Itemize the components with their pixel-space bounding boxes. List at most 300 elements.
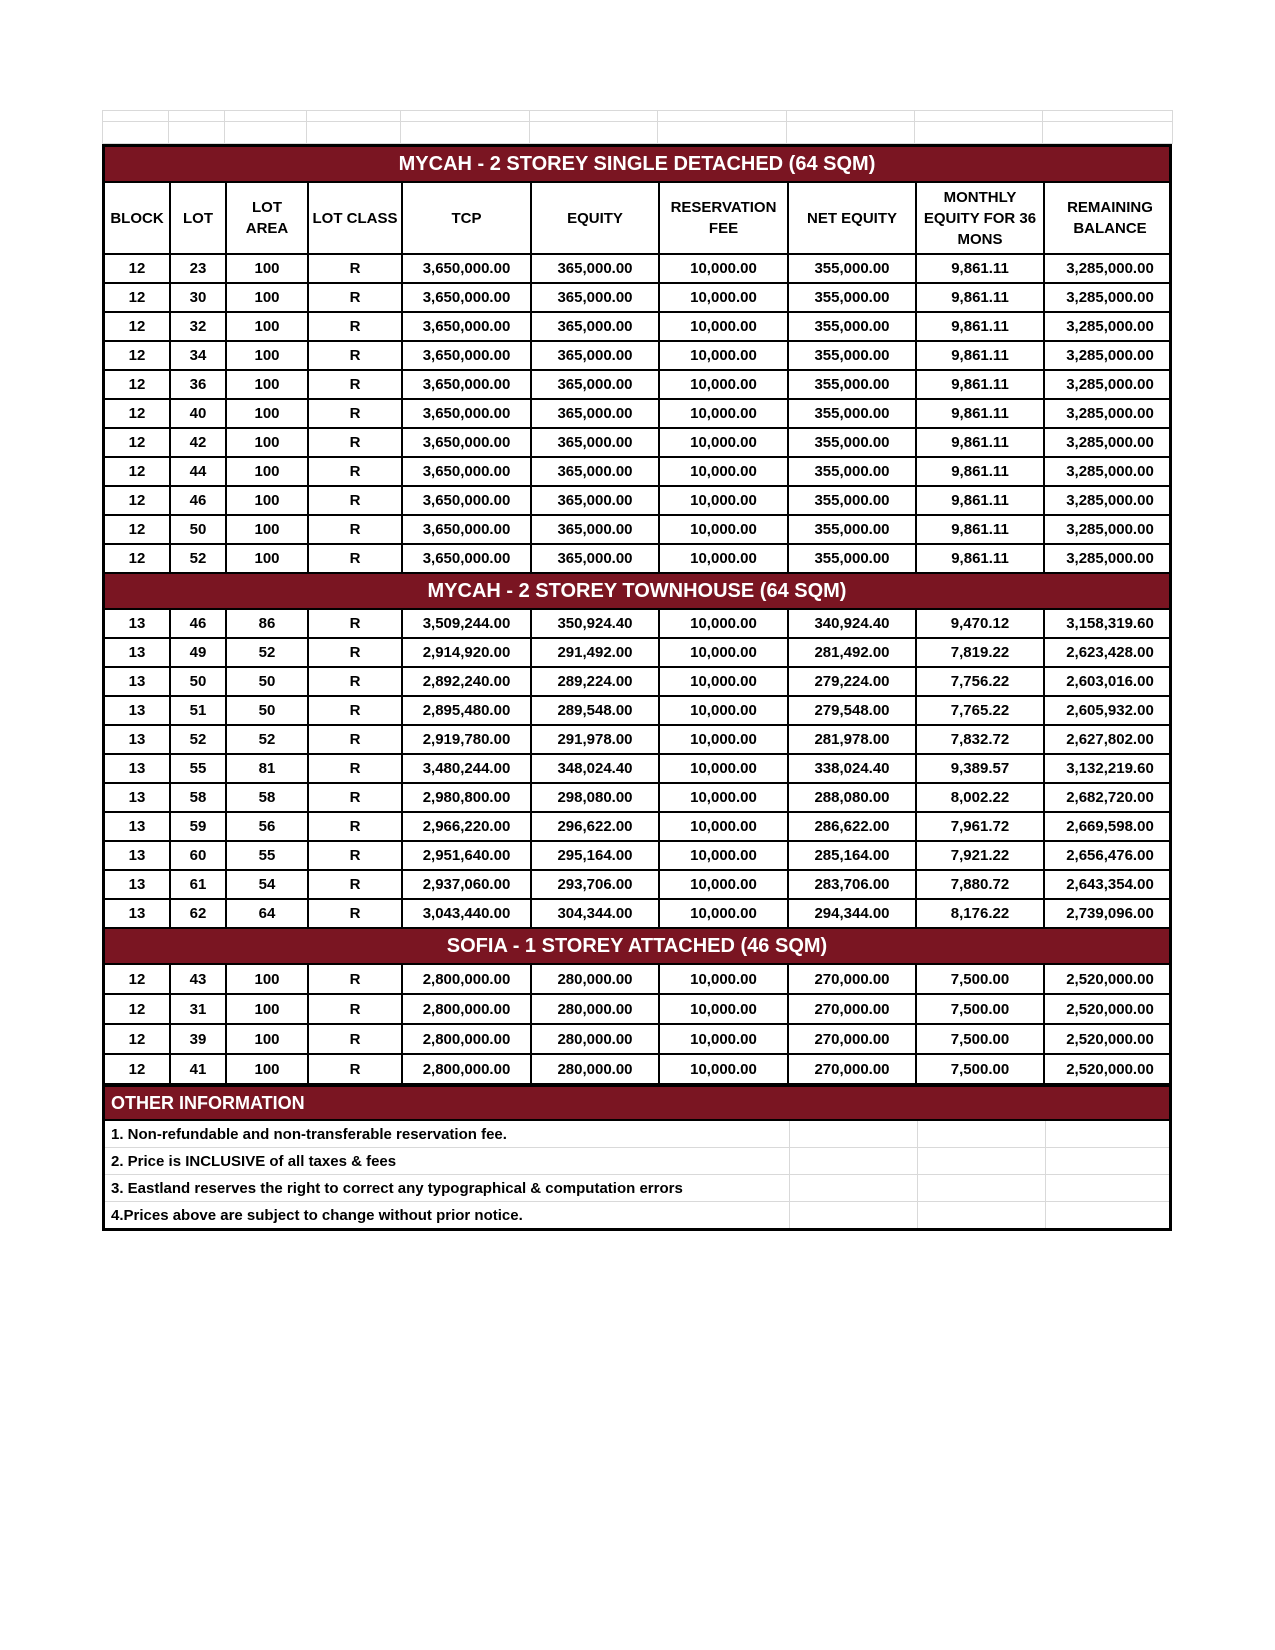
cell-tcp: 3,650,000.00 [403,487,532,514]
table-row [105,313,1169,342]
cell-lot-class: R [309,900,403,927]
cell-monthly-equity: 9,389.57 [917,755,1045,782]
cell-block: 12 [105,995,171,1023]
table-row [105,342,1169,371]
section-rows [105,255,1169,574]
cell-remaining-balance: 2,627,802.00 [1066,731,1154,748]
cell-reservation-fee: 10,000.00 [660,487,789,514]
cell-remaining-balance: 2,623,428.00 [1066,644,1154,661]
table-row [105,995,1169,1025]
cell-tcp: 3,480,244.00 [403,755,532,782]
cell-equity: 365,000.00 [532,284,660,311]
cell-monthly-equity: 9,861.11 [917,400,1045,427]
cell-remaining-balance: 3,285,000.00 [1066,492,1154,509]
cell-equity: 365,000.00 [532,400,660,427]
cell-lot-area: 100 [227,400,309,427]
cell-lot-class: R [309,995,403,1023]
table-row [105,697,1169,726]
cell-net-equity: 355,000.00 [789,545,917,572]
cell-reservation-fee: 10,000.00 [660,284,789,311]
cell-lot-area: 100 [227,255,309,282]
cell-lot-area: 81 [227,755,309,782]
cell-equity: 365,000.00 [532,371,660,398]
section-title: MYCAH - 2 STOREY TOWNHOUSE (64 SQM) [105,574,1169,610]
cell-remaining-balance: 3,132,219.60 [1066,760,1154,777]
cell-equity: 365,000.00 [532,313,660,340]
cell-block: 12 [105,458,171,485]
cell-block: 12 [105,429,171,456]
cell-equity: 289,548.00 [532,697,660,724]
cell-lot-class: R [309,813,403,840]
cell-lot: 49 [171,639,227,666]
table-row [105,1025,1169,1055]
cell-tcp: 3,509,244.00 [403,610,532,637]
cell-block: 13 [105,900,171,927]
cell-monthly-equity: 7,832.72 [917,726,1045,753]
cell-block: 12 [105,313,171,340]
section-title: MYCAH - 2 STOREY SINGLE DETACHED (64 SQM) [105,147,1169,183]
cell-lot-class: R [309,639,403,666]
header-lot-area: LOT AREA [227,183,309,253]
cell-reservation-fee: 10,000.00 [660,371,789,398]
cell-lot: 46 [171,610,227,637]
cell-lot: 41 [171,1055,227,1083]
cell-monthly-equity: 8,176.22 [917,900,1045,927]
cell-lot-area: 50 [227,668,309,695]
cell-net-equity: 286,622.00 [789,813,917,840]
cell-equity: 280,000.00 [532,1025,660,1053]
cell-net-equity: 279,224.00 [789,668,917,695]
cell-net-equity: 270,000.00 [789,1055,917,1083]
cell-remaining-balance: 3,285,000.00 [1066,405,1154,422]
cell-lot-class: R [309,668,403,695]
cell-monthly-equity: 7,756.22 [917,668,1045,695]
table-row [105,284,1169,313]
cell-net-equity: 283,706.00 [789,871,917,898]
cell-lot-area: 100 [227,965,309,993]
cell-lot: 36 [171,371,227,398]
cell-lot: 46 [171,487,227,514]
cell-equity: 291,978.00 [532,726,660,753]
cell-lot: 61 [171,871,227,898]
cell-remaining-balance: 2,520,000.00 [1066,1000,1154,1018]
cell-tcp: 3,650,000.00 [403,516,532,543]
cell-lot: 42 [171,429,227,456]
cell-block: 13 [105,755,171,782]
note-text: 4.Prices above are subject to change without prior notice. [105,1202,790,1228]
table-row [105,516,1169,545]
cell-lot: 62 [171,900,227,927]
cell-block: 12 [105,965,171,993]
cell-monthly-equity: 9,861.11 [917,284,1045,311]
cell-lot-class: R [309,342,403,369]
cell-remaining-balance: 3,285,000.00 [1066,289,1154,306]
note-text: 2. Price is INCLUSIVE of all taxes & fees [105,1148,790,1174]
note-row [105,1148,1169,1175]
cell-monthly-equity: 9,861.11 [917,487,1045,514]
cell-lot-area: 86 [227,610,309,637]
header-remaining-balance: REMAINING BALANCE [1067,199,1153,237]
cell-remaining-balance: 2,643,354.00 [1066,876,1154,893]
cell-tcp: 2,919,780.00 [403,726,532,753]
cell-net-equity: 285,164.00 [789,842,917,869]
cell-lot-area: 56 [227,813,309,840]
cell-reservation-fee: 10,000.00 [660,516,789,543]
cell-lot: 44 [171,458,227,485]
cell-lot-class: R [309,842,403,869]
cell-lot: 50 [171,668,227,695]
cell-lot-class: R [309,726,403,753]
cell-block: 12 [105,516,171,543]
cell-net-equity: 355,000.00 [789,255,917,282]
cell-net-equity: 355,000.00 [789,371,917,398]
table-row [105,726,1169,755]
cell-lot-area: 50 [227,697,309,724]
cell-monthly-equity: 7,500.00 [917,1025,1045,1053]
table-header-row [105,183,1169,255]
cell-lot-area: 100 [227,284,309,311]
cell-monthly-equity: 9,861.11 [917,342,1045,369]
cell-remaining-balance: 3,285,000.00 [1066,347,1154,364]
cell-tcp: 3,650,000.00 [403,284,532,311]
cell-lot-class: R [309,755,403,782]
cell-remaining-balance: 2,669,598.00 [1066,818,1154,835]
cell-monthly-equity: 9,470.12 [917,610,1045,637]
cell-reservation-fee: 10,000.00 [660,755,789,782]
cell-lot: 23 [171,255,227,282]
table-row [105,255,1169,284]
cell-lot: 60 [171,842,227,869]
cell-remaining-balance: 2,603,016.00 [1066,673,1154,690]
cell-lot: 59 [171,813,227,840]
cell-equity: 365,000.00 [532,545,660,572]
cell-reservation-fee: 10,000.00 [660,842,789,869]
table-row [105,965,1169,995]
price-table [102,144,1172,1231]
cell-reservation-fee: 10,000.00 [660,697,789,724]
cell-monthly-equity: 9,861.11 [917,429,1045,456]
cell-tcp: 2,895,480.00 [403,697,532,724]
cell-lot: 52 [171,726,227,753]
cell-remaining-balance: 2,656,476.00 [1066,847,1154,864]
cell-block: 12 [105,255,171,282]
note-row [105,1121,1169,1148]
cell-tcp: 2,892,240.00 [403,668,532,695]
cell-net-equity: 355,000.00 [789,313,917,340]
cell-equity: 298,080.00 [532,784,660,811]
cell-block: 12 [105,545,171,572]
cell-reservation-fee: 10,000.00 [660,1055,789,1083]
cell-lot: 43 [171,965,227,993]
table-row [105,668,1169,697]
cell-remaining-balance: 2,520,000.00 [1066,970,1154,988]
cell-equity: 304,344.00 [532,900,660,927]
cell-block: 12 [105,371,171,398]
header-lot-class: LOT CLASS [309,183,403,253]
cell-lot-area: 64 [227,900,309,927]
cell-equity: 295,164.00 [532,842,660,869]
cell-equity: 365,000.00 [532,429,660,456]
cell-lot-area: 55 [227,842,309,869]
cell-tcp: 3,650,000.00 [403,371,532,398]
cell-lot-area: 54 [227,871,309,898]
cell-equity: 291,492.00 [532,639,660,666]
cell-equity: 365,000.00 [532,487,660,514]
cell-tcp: 2,951,640.00 [403,842,532,869]
cell-equity: 365,000.00 [532,255,660,282]
section-rows [105,965,1169,1085]
cell-net-equity: 281,978.00 [789,726,917,753]
cell-tcp: 3,650,000.00 [403,313,532,340]
cell-monthly-equity: 7,880.72 [917,871,1045,898]
cell-tcp: 3,650,000.00 [403,429,532,456]
cell-block: 12 [105,1025,171,1053]
cell-lot-class: R [309,697,403,724]
cell-equity: 280,000.00 [532,1055,660,1083]
cell-monthly-equity: 9,861.11 [917,255,1045,282]
cell-block: 13 [105,842,171,869]
cell-monthly-equity: 7,961.72 [917,813,1045,840]
cell-block: 12 [105,1055,171,1083]
cell-monthly-equity: 7,500.00 [917,965,1045,993]
table-row [105,755,1169,784]
cell-reservation-fee: 10,000.00 [660,871,789,898]
cell-net-equity: 355,000.00 [789,487,917,514]
cell-tcp: 2,800,000.00 [403,1055,532,1083]
cell-block: 13 [105,784,171,811]
header-block: BLOCK [105,183,171,253]
cell-equity: 289,224.00 [532,668,660,695]
note-text: 1. Non-refundable and non-transferable reservation fee. [105,1121,790,1147]
cell-block: 13 [105,813,171,840]
cell-monthly-equity: 7,819.22 [917,639,1045,666]
cell-equity: 350,924.40 [532,610,660,637]
other-information [105,1085,1169,1228]
cell-lot-class: R [309,610,403,637]
cell-tcp: 2,800,000.00 [403,995,532,1023]
cell-lot-area: 100 [227,1055,309,1083]
cell-tcp: 3,650,000.00 [403,400,532,427]
cell-tcp: 3,043,440.00 [403,900,532,927]
cell-lot: 40 [171,400,227,427]
table-row [105,1055,1169,1085]
cell-tcp: 2,980,800.00 [403,784,532,811]
cell-lot-area: 100 [227,342,309,369]
cell-reservation-fee: 10,000.00 [660,965,789,993]
cell-net-equity: 355,000.00 [789,342,917,369]
cell-reservation-fee: 10,000.00 [660,545,789,572]
cell-equity: 293,706.00 [532,871,660,898]
cell-net-equity: 270,000.00 [789,1025,917,1053]
cell-equity: 280,000.00 [532,965,660,993]
cell-lot-area: 100 [227,458,309,485]
cell-net-equity: 279,548.00 [789,697,917,724]
cell-reservation-fee: 10,000.00 [660,900,789,927]
cell-tcp: 2,800,000.00 [403,965,532,993]
header-reservation-fee: RESERVATION FEE [660,183,789,253]
cell-remaining-balance: 3,285,000.00 [1066,434,1154,451]
cell-reservation-fee: 10,000.00 [660,610,789,637]
cell-remaining-balance: 2,520,000.00 [1066,1060,1154,1078]
cell-lot: 31 [171,995,227,1023]
cell-block: 13 [105,697,171,724]
cell-lot: 30 [171,284,227,311]
section-rows [105,610,1169,929]
cell-block: 13 [105,639,171,666]
cell-lot-class: R [309,784,403,811]
header-net-equity: NET EQUITY [789,183,917,253]
cell-tcp: 3,650,000.00 [403,545,532,572]
cell-net-equity: 355,000.00 [789,516,917,543]
cell-remaining-balance: 2,520,000.00 [1066,1030,1154,1048]
cell-block: 12 [105,400,171,427]
cell-net-equity: 294,344.00 [789,900,917,927]
table-row [105,639,1169,668]
cell-reservation-fee: 10,000.00 [660,458,789,485]
cell-lot-area: 100 [227,1025,309,1053]
cell-lot-class: R [309,458,403,485]
cell-equity: 365,000.00 [532,516,660,543]
cell-net-equity: 355,000.00 [789,458,917,485]
cell-lot: 50 [171,516,227,543]
table-row [105,429,1169,458]
cell-lot: 51 [171,697,227,724]
section-title: SOFIA - 1 STOREY ATTACHED (46 SQM) [105,929,1169,965]
cell-lot: 52 [171,545,227,572]
blank-grid-row [102,110,1172,122]
cell-equity: 348,024.40 [532,755,660,782]
cell-block: 13 [105,726,171,753]
cell-lot-area: 52 [227,726,309,753]
cell-lot-class: R [309,400,403,427]
cell-lot: 34 [171,342,227,369]
table-row [105,900,1169,929]
price-list-sheet [102,110,1172,1231]
cell-tcp: 2,914,920.00 [403,639,532,666]
table-row [105,610,1169,639]
cell-lot-class: R [309,313,403,340]
cell-monthly-equity: 8,002.22 [917,784,1045,811]
cell-tcp: 2,800,000.00 [403,1025,532,1053]
cell-reservation-fee: 10,000.00 [660,668,789,695]
cell-lot-area: 100 [227,516,309,543]
cell-tcp: 3,650,000.00 [403,458,532,485]
blank-grid-row [102,122,1172,144]
cell-monthly-equity: 9,861.11 [917,458,1045,485]
cell-lot-area: 52 [227,639,309,666]
cell-reservation-fee: 10,000.00 [660,400,789,427]
cell-lot-class: R [309,516,403,543]
cell-remaining-balance: 3,158,319.60 [1066,615,1154,632]
table-row [105,813,1169,842]
header-equity: EQUITY [532,183,660,253]
cell-net-equity: 281,492.00 [789,639,917,666]
cell-lot: 39 [171,1025,227,1053]
cell-reservation-fee: 10,000.00 [660,813,789,840]
cell-remaining-balance: 3,285,000.00 [1066,463,1154,480]
table-row [105,871,1169,900]
cell-block: 13 [105,668,171,695]
cell-lot-class: R [309,871,403,898]
cell-block: 12 [105,342,171,369]
cell-monthly-equity: 7,921.22 [917,842,1045,869]
cell-tcp: 2,937,060.00 [403,871,532,898]
table-row [105,371,1169,400]
cell-remaining-balance: 3,285,000.00 [1066,318,1154,335]
cell-net-equity: 340,924.40 [789,610,917,637]
cell-lot-class: R [309,1055,403,1083]
header-lot: LOT [171,183,227,253]
cell-net-equity: 355,000.00 [789,400,917,427]
cell-net-equity: 355,000.00 [789,429,917,456]
cell-lot-class: R [309,487,403,514]
cell-reservation-fee: 10,000.00 [660,255,789,282]
cell-reservation-fee: 10,000.00 [660,1025,789,1053]
cell-lot-class: R [309,255,403,282]
cell-lot: 58 [171,784,227,811]
cell-block: 13 [105,610,171,637]
cell-lot-area: 100 [227,313,309,340]
table-row [105,458,1169,487]
cell-lot-area: 100 [227,429,309,456]
cell-reservation-fee: 10,000.00 [660,342,789,369]
note-text: 3. Eastland reserves the right to correct any typographical & computation errors [105,1175,790,1201]
cell-lot: 32 [171,313,227,340]
cell-lot-class: R [309,371,403,398]
table-row [105,400,1169,429]
cell-remaining-balance: 3,285,000.00 [1066,260,1154,277]
cell-lot-class: R [309,1025,403,1053]
cell-lot-class: R [309,545,403,572]
cell-lot-class: R [309,284,403,311]
header-monthly-equity: MONTHLY EQUITY FOR 36 MONS [917,183,1045,253]
cell-net-equity: 288,080.00 [789,784,917,811]
cell-net-equity: 270,000.00 [789,965,917,993]
cell-remaining-balance: 3,285,000.00 [1066,550,1154,567]
cell-net-equity: 355,000.00 [789,284,917,311]
cell-remaining-balance: 3,285,000.00 [1066,521,1154,538]
table-row [105,545,1169,574]
cell-lot-class: R [309,965,403,993]
cell-remaining-balance: 2,682,720.00 [1066,789,1154,806]
cell-monthly-equity: 9,861.11 [917,313,1045,340]
cell-block: 13 [105,871,171,898]
table-row [105,842,1169,871]
cell-equity: 365,000.00 [532,342,660,369]
cell-equity: 280,000.00 [532,995,660,1023]
cell-lot-area: 100 [227,545,309,572]
cell-lot-area: 100 [227,371,309,398]
cell-monthly-equity: 7,500.00 [917,1055,1045,1083]
cell-reservation-fee: 10,000.00 [660,995,789,1023]
cell-remaining-balance: 2,605,932.00 [1066,702,1154,719]
cell-remaining-balance: 3,285,000.00 [1066,376,1154,393]
cell-reservation-fee: 10,000.00 [660,313,789,340]
header-tcp: TCP [403,183,532,253]
cell-lot-area: 100 [227,995,309,1023]
cell-net-equity: 270,000.00 [789,995,917,1023]
cell-reservation-fee: 10,000.00 [660,639,789,666]
cell-equity: 365,000.00 [532,458,660,485]
cell-tcp: 2,966,220.00 [403,813,532,840]
cell-reservation-fee: 10,000.00 [660,784,789,811]
cell-tcp: 3,650,000.00 [403,342,532,369]
cell-monthly-equity: 9,861.11 [917,371,1045,398]
cell-lot: 55 [171,755,227,782]
cell-monthly-equity: 7,500.00 [917,995,1045,1023]
note-row [105,1175,1169,1202]
cell-equity: 296,622.00 [532,813,660,840]
